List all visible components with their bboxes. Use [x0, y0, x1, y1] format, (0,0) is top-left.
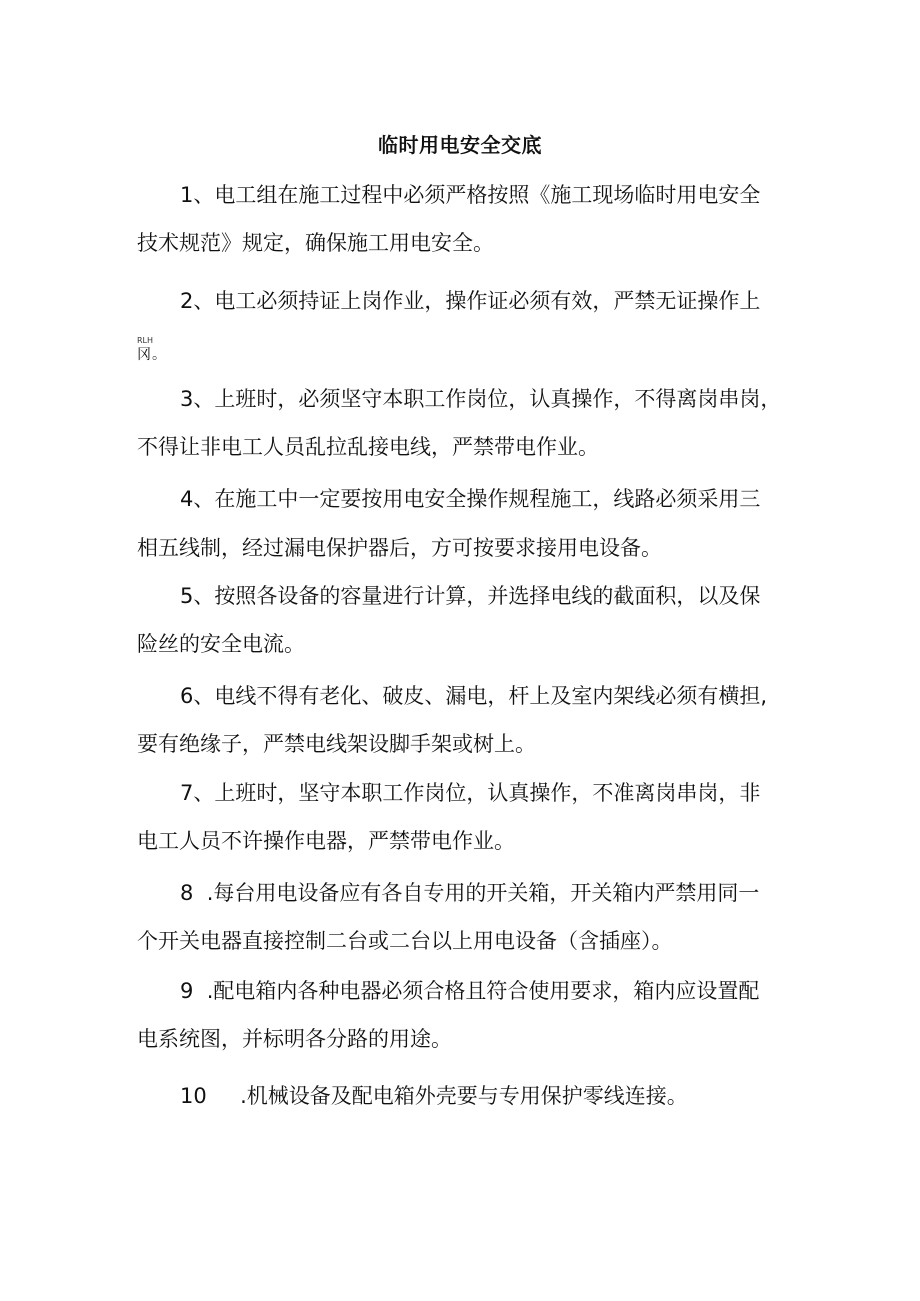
item-2-line-2: 冈。 — [137, 347, 167, 363]
item-5-line-2: 险丝的安全电流。 — [137, 632, 305, 656]
item-9-line-1: 9 .配电箱内各种电器必须合格且符合使用要求，箱内应设置配 — [180, 979, 760, 1003]
item-1-line-1: 1、电工组在施工过程中必须严格按照《施工现场临时用电安全 — [180, 183, 761, 207]
item-5-line-1: 5、按照各设备的容量进行计算，并选择电线的截面积，以及保 — [180, 584, 761, 608]
item-6-line-2: 要有绝缘子，严禁电线架设脚手架或树上。 — [137, 732, 536, 756]
item-2-line-1: 2、电工必须持证上岗作业，操作证必须有效，严禁无证操作上 — [180, 289, 761, 313]
item-1-line-2: 技术规范》规定，确保施工用电安全。 — [137, 231, 494, 255]
item-8-line-2: 个开关电器直接控制二台或二台以上用电设备（含插座）。 — [137, 929, 673, 953]
item-7-line-1: 7、上班时，坚守本职工作岗位，认真操作，不准离岗串岗，非 — [180, 781, 761, 805]
scan-artifact-text: RLH — [137, 336, 154, 345]
document-title: 临时用电安全交底 — [378, 133, 542, 157]
item-4-line-2: 相五线制，经过漏电保护器后，方可按要求接用电设备。 — [137, 536, 662, 560]
item-3-line-1: 3、上班时，必须坚守本职工作岗位，认真操作，不得离岗串岗， — [180, 387, 782, 411]
item-3-line-2: 不得让非电工人员乱拉乱接电线，严禁带电作业。 — [137, 435, 599, 459]
item-8-line-1: 8 .每台用电设备应有各自专用的开关箱，开关箱内严禁用同一 — [180, 881, 760, 905]
item-7-line-2: 电工人员不许操作电器，严禁带电作业。 — [137, 829, 515, 853]
item-9-line-2: 电系统图，并标明各分路的用途。 — [137, 1027, 452, 1051]
item-4-line-1: 4、在施工中一定要按用电安全操作规程施工，线路必须采用三 — [180, 487, 761, 511]
item-6-line-1: 6、电线不得有老化、破皮、漏电，杆上及室内架线必须有横担, — [180, 684, 768, 708]
item-10-line-1: 10 .机械设备及配电箱外壳要与专用保护零线连接。 — [180, 1084, 688, 1108]
